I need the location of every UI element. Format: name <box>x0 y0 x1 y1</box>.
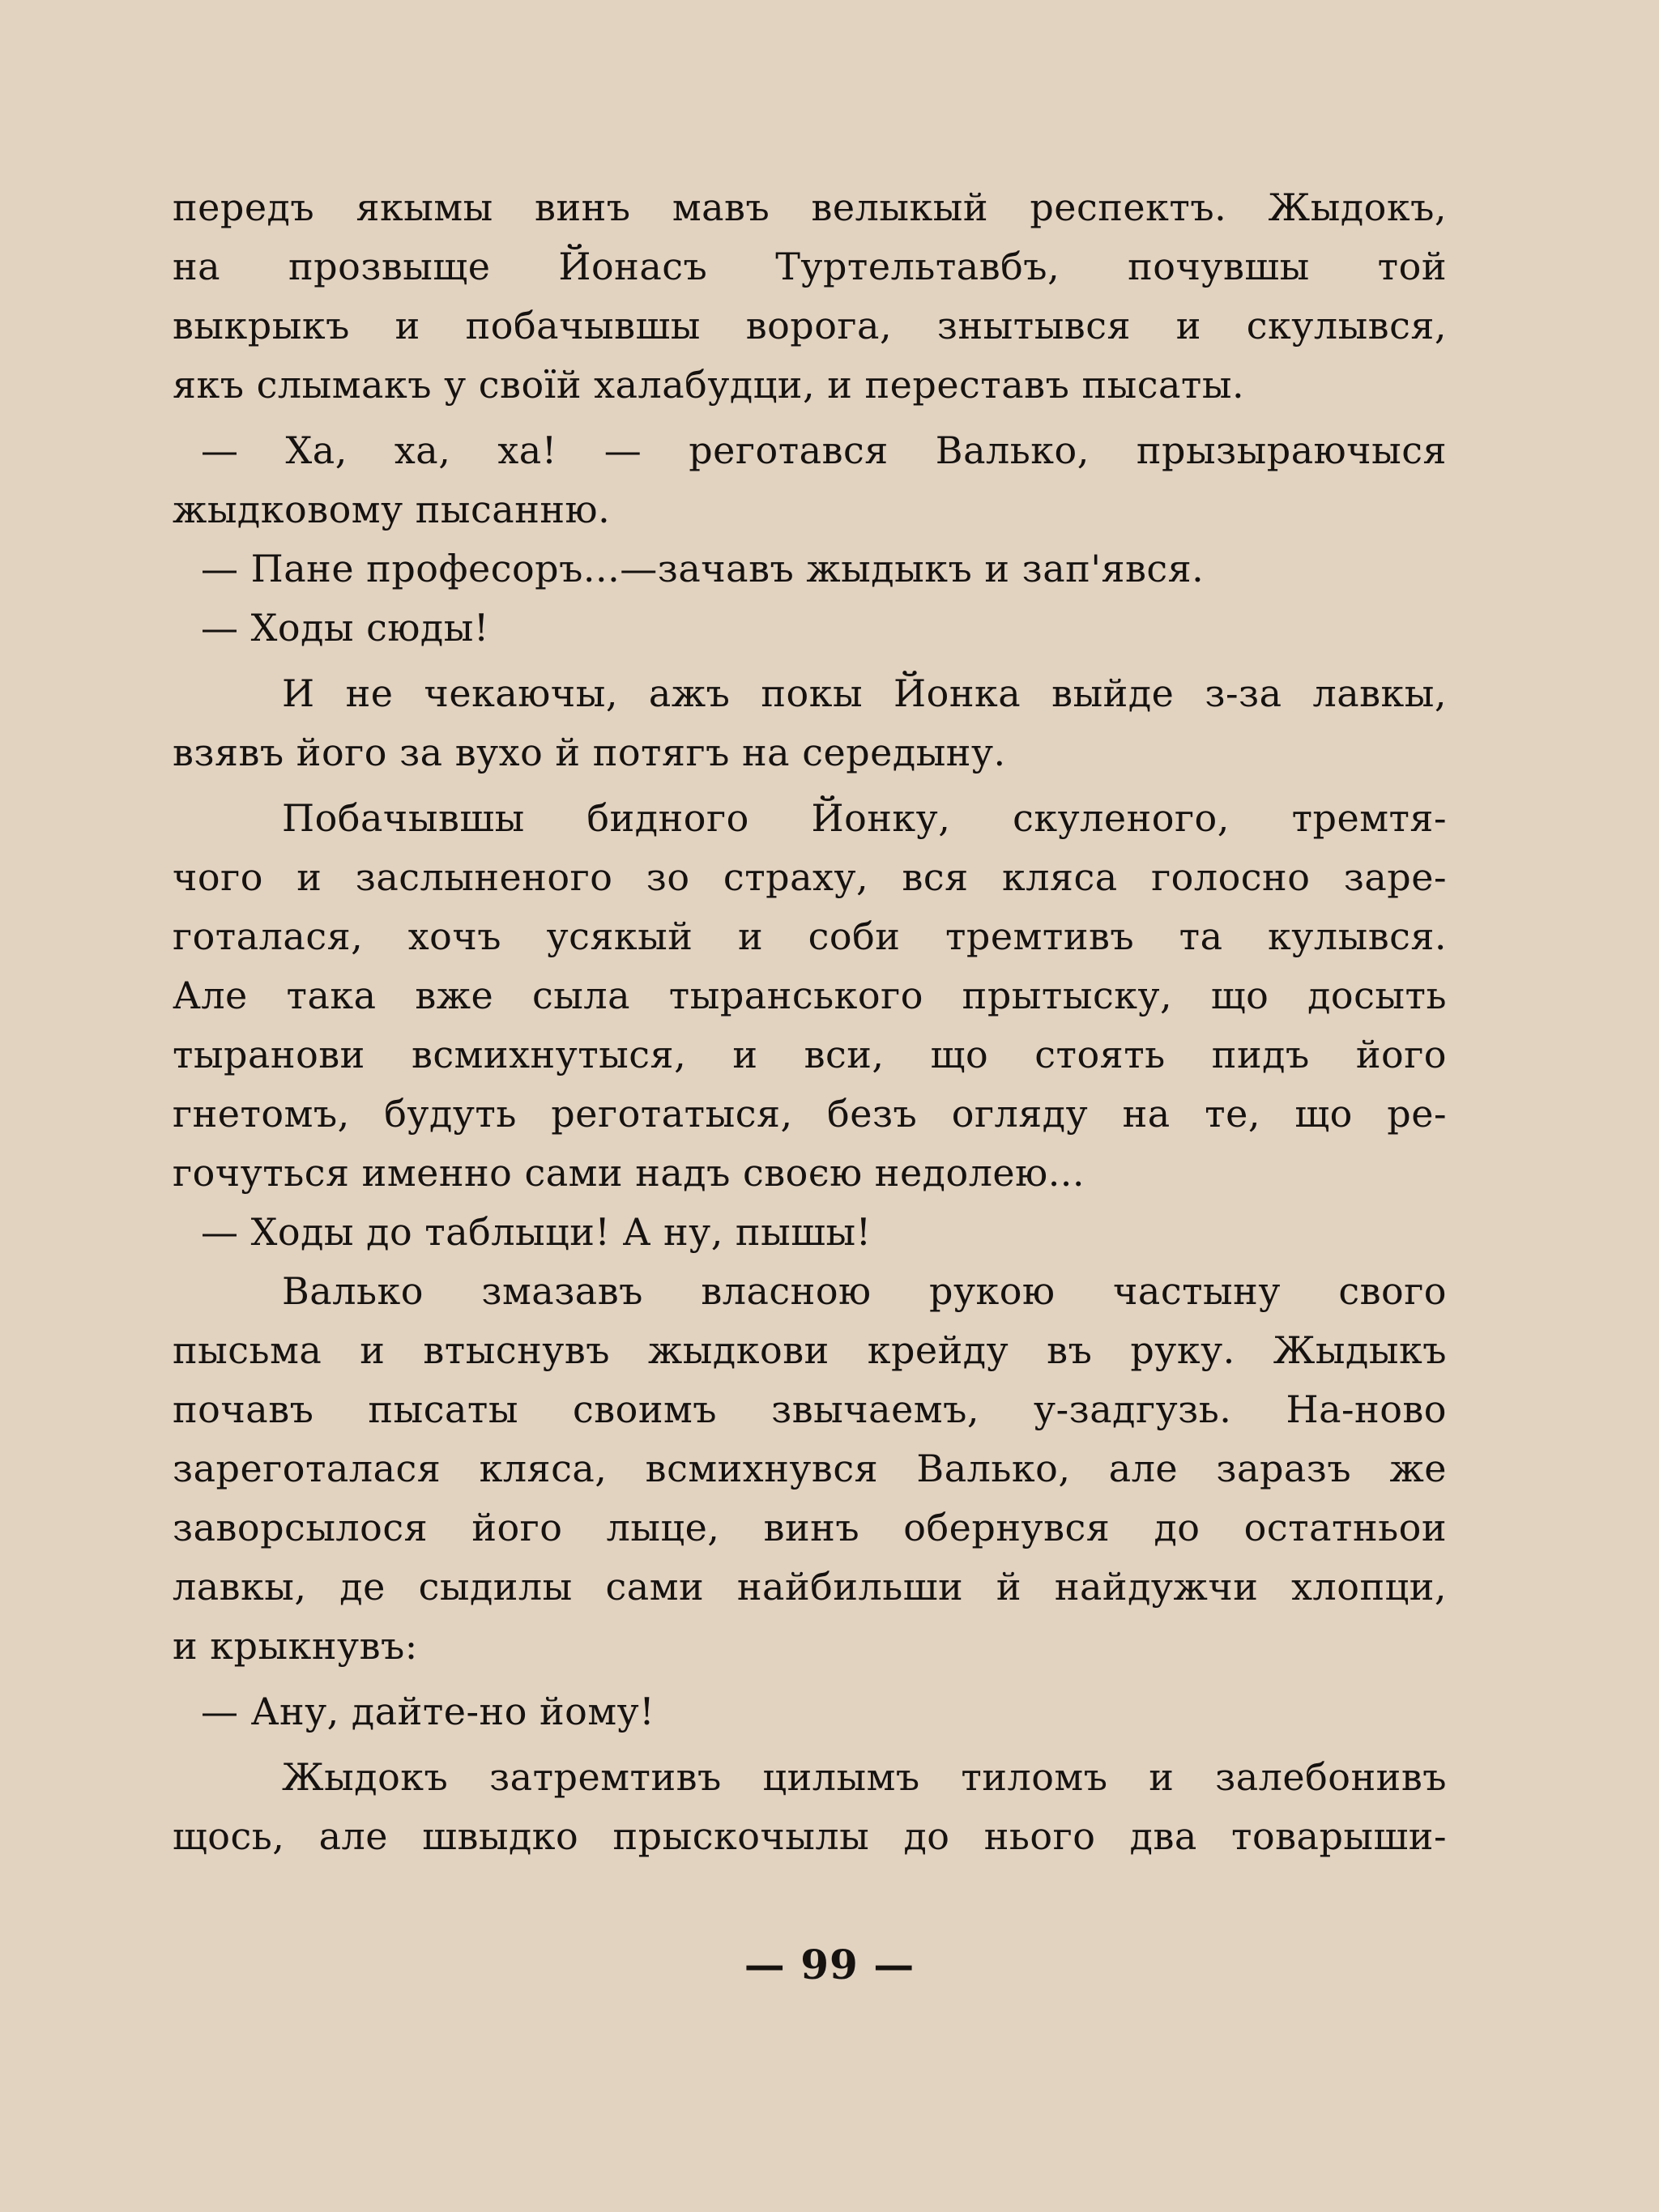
text-line: гочуться именно сами надъ своєю недолею... <box>173 1151 1085 1195</box>
text-line: И не чекаючы, ажъ покы Йонка выйде з-за лавкы, <box>282 671 1447 715</box>
text-line: заворсылося його лыце, винъ обернувся до остатньои <box>173 1506 1447 1549</box>
text-line: чого и заслыненого зо страху, вся кляса голосно заре- <box>173 855 1447 899</box>
text-line: взявъ його за вухо й потягъ на середыну. <box>173 731 1006 774</box>
text-line: Але така вже сыла тыранського прытыску, що досыть <box>173 974 1447 1017</box>
text-line: Побачывшы бидного Йонку, скуленого, тремтя- <box>282 796 1447 840</box>
text-line: Жыдокъ затремтивъ цилымъ тиломъ и залебонивъ <box>282 1755 1447 1799</box>
text-line: жыдковому пысанню. <box>173 488 611 531</box>
page-text <box>173 178 1447 1866</box>
text-line: лавкы, де сыдилы сами найбильши й найдужчи хлопци, <box>173 1565 1447 1609</box>
dialogue-line: — Ха, ха, ха! — реготався Валько, прызыраючыся <box>201 428 1447 472</box>
text-line: Валько змазавъ власною рукою частыну свого <box>282 1269 1447 1313</box>
text-line: якъ слымакъ у своїй халабудци, и переставъ пысаты. <box>173 363 1245 407</box>
text-line: на прозвыще Йонасъ Туртельтавбъ, почувшы той <box>173 245 1447 288</box>
text-line: пысьма и втыснувъ жыдкови крейду въ руку. Жыдыкъ <box>173 1328 1447 1372</box>
text-line: выкрыкъ и побачывшы ворога, знытывся и скулывся, <box>173 304 1447 347</box>
text-line: зареготалася кляса, всмихнувся Валько, але заразъ же <box>173 1447 1447 1490</box>
text-line: передъ якымы винъ мавъ велыкый респектъ. Жыдокъ, <box>173 185 1447 229</box>
dialogue-line: — Пане професоръ...—зачавъ жыдыкъ и зап'явся. <box>201 547 1205 590</box>
text-line: и крыкнувъ: <box>173 1624 418 1668</box>
text-line: тыранови всмихнутыся, и вси, що стоять пидъ його <box>173 1033 1447 1076</box>
dialogue-line: — Ану, дайте-но йому! <box>201 1690 655 1733</box>
dialogue-line: — Ходы сюды! <box>201 606 489 650</box>
text-line: готалася, хочъ усякый и соби тремтивъ та кулывся. <box>173 914 1447 958</box>
text-line: щось, але швыдко прыскочылы до нього два товарыши- <box>173 1814 1447 1858</box>
dialogue-line: — Ходы до таблыци! А ну, пышы! <box>201 1210 872 1254</box>
text-line: гнетомъ, будуть реготатыся, безъ огляду на те, що ре- <box>173 1092 1447 1136</box>
page-number: — 99 — <box>744 1941 915 1988</box>
text-line: почавъ пысаты своимъ звычаемъ, у-задгузь. На-ново <box>173 1387 1447 1431</box>
